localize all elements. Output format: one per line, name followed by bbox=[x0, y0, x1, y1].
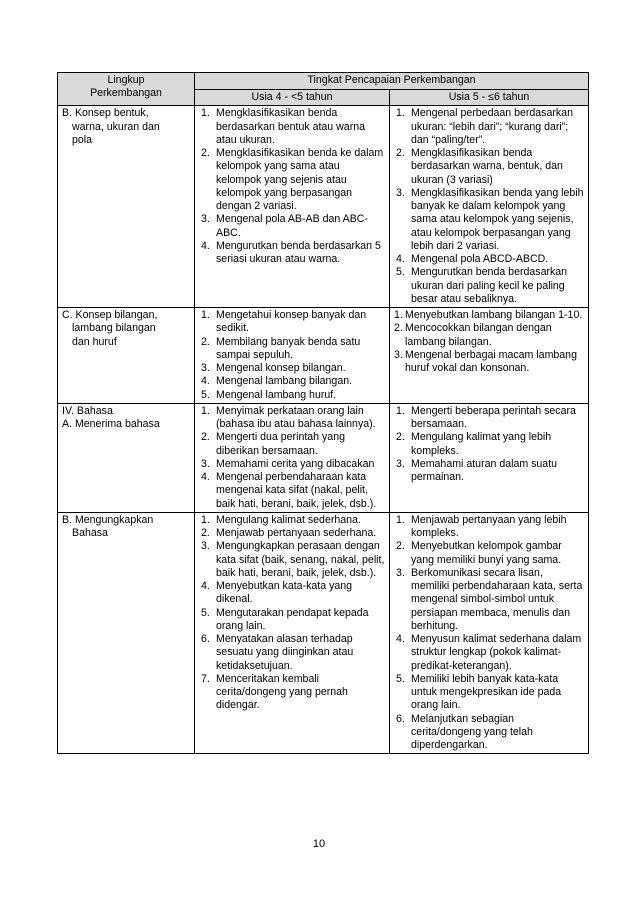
table-row bbox=[58, 403, 589, 512]
header-age-5-6: Usia 5 - ≤6 tahun bbox=[390, 90, 589, 106]
indicator-item: 2. Menyebutkan kelompok gambar yang memiliki bunyi yang sama. bbox=[396, 540, 562, 566]
age-4-5-cell bbox=[195, 403, 390, 512]
age-4-5-cell bbox=[195, 106, 390, 308]
indicator-item: 2. Membilang banyak benda satu sampai sepuluh. bbox=[201, 335, 361, 361]
scope-line: warna, ukuran dan bbox=[72, 120, 160, 133]
header-achievement-level: Tingkat Pencapaian Perkembangan bbox=[195, 73, 589, 90]
age-4-5-cell bbox=[195, 308, 390, 404]
indicator-list bbox=[394, 405, 584, 485]
table-row bbox=[58, 106, 589, 308]
indicator-item: 1. Mengerti beberapa perintah secara bersamaan. bbox=[396, 404, 576, 430]
indicator-item: 3. Mengungkapkan perasaan dengan kata sifat (baik, senang, nakal, pelit, baik hati, berani, baik, jelek, dsb.). bbox=[201, 540, 385, 579]
indicator-item: 5. Memiliki lebih banyak kata-kata untuk mengekpresikan ide pada orang lain. bbox=[396, 672, 562, 712]
indicator-item: 7. Menceritakan kembali cerita/dongeng yang pernah didengar. bbox=[201, 672, 348, 712]
indicator-item: 5. Mengutarakan pendapat kepada orang lain. bbox=[201, 606, 369, 632]
header-scope bbox=[58, 73, 195, 106]
age-5-6-cell bbox=[390, 403, 589, 512]
indicator-item: 3. Mengenal berbagai macam lambang huruf vokal dan konsonan. bbox=[394, 348, 577, 374]
indicator-item: 4. Mengurutkan benda berdasarkan 5 seriasi ukuran atau warna. bbox=[201, 239, 381, 265]
scope-line: C. Konsep bilangan, bbox=[62, 309, 158, 321]
development-table bbox=[57, 72, 589, 754]
indicator-item: 6. Melanjutkan sebagian cerita/dongeng yang telah diperdengarkan. bbox=[396, 712, 533, 751]
indicator-item: 1. Menyebutkan lambang bilangan 1-10. bbox=[394, 309, 583, 321]
scope-line: Bahasa bbox=[72, 527, 108, 539]
indicator-item: 3. Mengklasifikasikan benda yang lebih banyak ke dalam kelompok yang sama atau kelompok yang sejenis, atau kelompok berpasangan yang lebih dari 2 variasi. bbox=[396, 186, 584, 252]
scope-line: dan huruf bbox=[72, 335, 117, 348]
scope-line: lambang bilangan bbox=[72, 322, 156, 335]
indicator-item: 5. Mengurutkan benda berdasarkan ukuran dari paling kecil ke paling besar atau sebaliknya. bbox=[396, 266, 568, 305]
indicator-list bbox=[199, 514, 385, 713]
indicator-item: 2. Mencocokkan bilangan dengan lambang bilangan. bbox=[394, 322, 552, 348]
header-scope-line: Lingkup bbox=[107, 74, 145, 86]
indicator-item: 3. Memahami cerita yang dibacakan bbox=[201, 457, 375, 470]
indicator-item: 1. Menjawab pertanyaan yang lebih kompleks. bbox=[396, 513, 567, 539]
indicator-item: 1. Mengulang kalimat sederhana. bbox=[201, 513, 361, 526]
table-row bbox=[58, 512, 589, 754]
row-scope bbox=[58, 403, 195, 512]
indicator-list bbox=[394, 309, 584, 375]
scope-line: pola bbox=[72, 133, 93, 146]
indicator-item: 2. Mengklasifikasikan benda ke dalam kelompok yang sama atau kelompok yang sejenis atau kelompok yang berpasangan dengan 2 variasi. bbox=[201, 147, 384, 212]
indicator-item: 4. Mengenal pola ABCD-ABCD. bbox=[396, 253, 549, 265]
indicator-item: 5. Mengenal lambang huruf. bbox=[201, 388, 337, 401]
indicator-list bbox=[199, 405, 385, 511]
indicator-item: 3. Memahami aturan dalam suatu permainan. bbox=[396, 457, 558, 483]
header-scope-line: Perkembangan bbox=[90, 87, 162, 100]
indicator-item: 1. Mengetahui konsep banyak dan sedikit. bbox=[201, 309, 367, 335]
age-4-5-cell bbox=[195, 512, 390, 754]
age-5-6-cell bbox=[390, 512, 589, 754]
row-scope bbox=[58, 106, 195, 308]
indicator-item: 4. Mengenal perbendaharaan kata mengenai kata sifat (nakal, pelit, baik hati, berani, baik, jelek, dsb.). bbox=[201, 471, 377, 510]
indicator-item: 2. Mengulang kalimat yang lebih kompleks. bbox=[396, 431, 552, 457]
indicator-item: 2. Mengklasifikasikan benda berdasarkan warna, bentuk, dan ukuran (3 variasi) bbox=[396, 147, 563, 186]
indicator-item: 6. Menyatakan alasan terhadap sesuatu yang diinginkan atau ketidaksetujuan. bbox=[201, 633, 354, 672]
indicator-item: 4. Menyusun kalimat sederhana dalam struktur lengkap (pokok kalimat-predikat-keterangan). bbox=[396, 633, 582, 672]
indicator-item: 3. Berkomunikasi secara lisan, memiliki perbendaharaan kata, serta mengenal simbol-simbol untuk persiapan membaca, menulis dan berhitung. bbox=[396, 566, 583, 632]
indicator-list bbox=[394, 514, 584, 753]
indicator-item: 2. Menjawab pertanyaan sederhana. bbox=[201, 527, 377, 539]
indicator-item: 3. Mengenal pola AB-AB dan ABC-ABC. bbox=[201, 213, 368, 239]
indicator-list bbox=[199, 309, 385, 402]
indicator-list bbox=[199, 107, 385, 266]
row-scope bbox=[58, 512, 195, 754]
indicator-item: 1. Mengenal perbedaan berdasarkan ukuran: “lebih dari”; “kurang dari”; dan “paling/ter”. bbox=[396, 107, 573, 146]
indicator-item: 1. Menyimak perkataan orang lain (bahasa ibu atau bahasa lainnya). bbox=[201, 404, 376, 430]
indicator-list bbox=[394, 107, 584, 306]
age-5-6-cell bbox=[390, 106, 589, 308]
scope-line: A. Menerima bahasa bbox=[62, 418, 160, 430]
indicator-item: 4. Mengenal lambang bilangan. bbox=[201, 375, 353, 388]
indicator-item: 4. Menyebutkan kata-kata yang dikenal. bbox=[201, 580, 353, 606]
indicator-item: 1. Mengklasifikasikan benda berdasarkan bentuk atau warna atau ukuran. bbox=[201, 107, 366, 146]
scope-line: B. Mengungkapkan bbox=[62, 513, 154, 526]
scope-line: B. Konsep bentuk, bbox=[62, 107, 149, 120]
scope-line: IV. Bahasa bbox=[62, 404, 113, 417]
table-row bbox=[58, 308, 589, 404]
row-scope bbox=[58, 308, 195, 404]
indicator-item: 2. Mengerti dua perintah yang diberikan bersamaan. bbox=[201, 431, 345, 457]
header-age-4-5: Usia 4 - <5 tahun bbox=[195, 90, 390, 106]
page-number: 10 bbox=[312, 838, 326, 850]
age-5-6-cell bbox=[390, 308, 589, 404]
indicator-item: 3. Mengenal konsep bilangan. bbox=[201, 362, 346, 374]
